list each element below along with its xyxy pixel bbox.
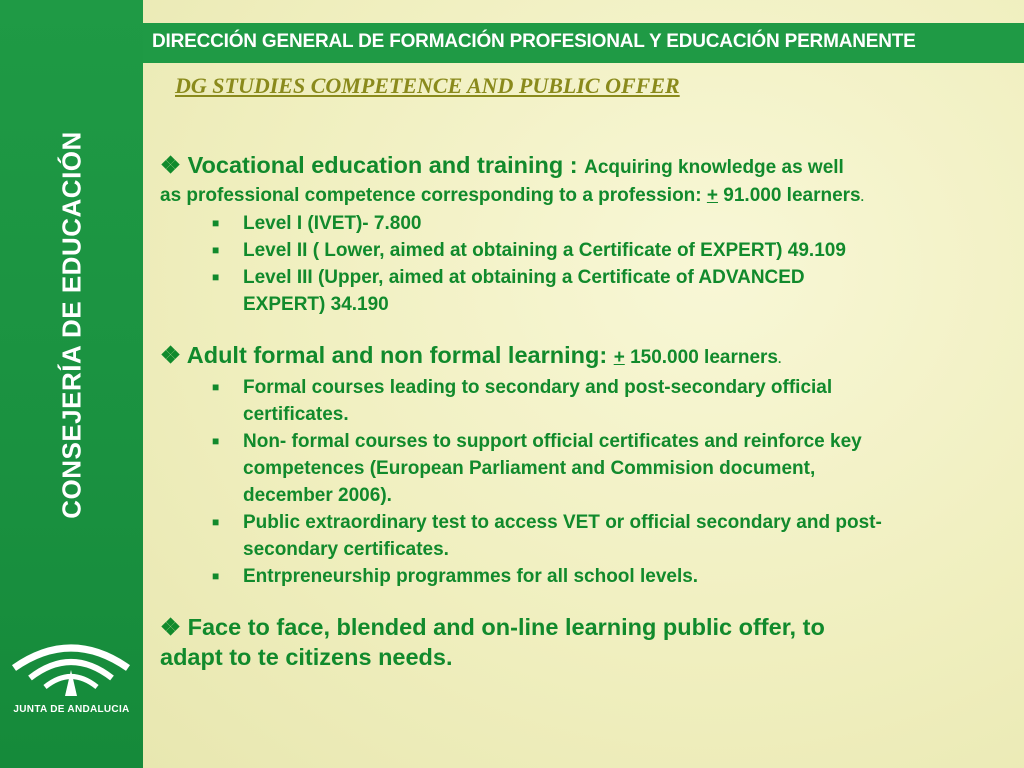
- logo-text: JUNTA DE ANDALUCIA: [13, 704, 130, 715]
- diamond-cluster-icon: ❖: [160, 152, 182, 178]
- section-adult-learning: [160, 340, 1010, 374]
- list-item: ■ Formal courses leading to secondary and post-secondary official: [160, 374, 1010, 401]
- plus-sign: +: [706, 185, 718, 206]
- junta-logo-icon: [0, 630, 143, 730]
- square-bullet-icon: ■: [212, 216, 220, 230]
- diamond-cluster-icon: ❖: [160, 342, 182, 368]
- section-heading-rest: 150.000 learners: [624, 347, 778, 368]
- period: .: [777, 352, 782, 366]
- vet-levels-list: [160, 210, 1010, 318]
- list-item-continuation: competences (European Parliament and Commision document,: [243, 458, 816, 479]
- section-public-offer: [160, 612, 1010, 642]
- slide-body: [160, 150, 1010, 672]
- list-item-continuation: secondary certificates.: [243, 539, 449, 560]
- list-item: ■ Level II ( Lower, aimed at obtaining a Certificate of EXPERT) 49.109: [160, 237, 1010, 264]
- diamond-cluster-icon: ❖: [160, 614, 182, 640]
- section-heading: Adult formal and non formal learning:: [186, 342, 614, 368]
- section-vet: [160, 150, 1010, 183]
- period: .: [860, 190, 864, 204]
- section-line: [160, 183, 1010, 210]
- list-item-continuation: certificates.: [243, 404, 349, 425]
- square-bullet-icon: ■: [212, 243, 220, 257]
- list-item-continuation: EXPERT) 34.190: [243, 294, 389, 315]
- institution-header: DIRECCIÓN GENERAL DE FORMACIÓN PROFESIONAL Y EDUCACIÓN PERMANENTE: [152, 31, 916, 52]
- section-line-prefix: as professional competence corresponding to a profession:: [160, 185, 707, 206]
- section-heading-rest: Acquiring knowledge as well: [584, 157, 844, 178]
- list-item: ■ Public extraordinary test to access VET or official secondary and post-: [160, 509, 1010, 536]
- adult-learning-list: [160, 374, 1010, 590]
- section-heading: Vocational education and training :: [187, 152, 585, 178]
- square-bullet-icon: ■: [212, 515, 220, 529]
- section-line-suffix: 91.000 learners: [718, 185, 861, 206]
- slide-title: DG STUDIES COMPETENCE AND PUBLIC OFFER: [175, 73, 680, 98]
- list-item-continuation: december 2006).: [243, 485, 392, 506]
- list-item: ■ Level III (Upper, aimed at obtaining a Certificate of ADVANCED: [160, 264, 1010, 291]
- list-item: ■ Non- formal courses to support official certificates and reinforce key: [160, 428, 1010, 455]
- square-bullet-icon: ■: [212, 270, 220, 284]
- sidebar-vertical-title: CONSEJERÍA DE EDUCACIÓN: [56, 131, 87, 519]
- list-item: ■ Entrpreneurship programmes for all school levels.: [160, 563, 1010, 590]
- sidebar: [0, 0, 143, 768]
- section-line: adapt to te citizens needs.: [160, 644, 453, 670]
- list-item: ■ Level I (IVET)- 7.800: [160, 210, 1010, 237]
- section-heading: Face to face, blended and on-line learning public offer, to: [187, 614, 825, 640]
- square-bullet-icon: ■: [212, 569, 220, 583]
- plus-sign: +: [613, 347, 625, 368]
- square-bullet-icon: ■: [212, 380, 220, 394]
- square-bullet-icon: ■: [212, 434, 220, 448]
